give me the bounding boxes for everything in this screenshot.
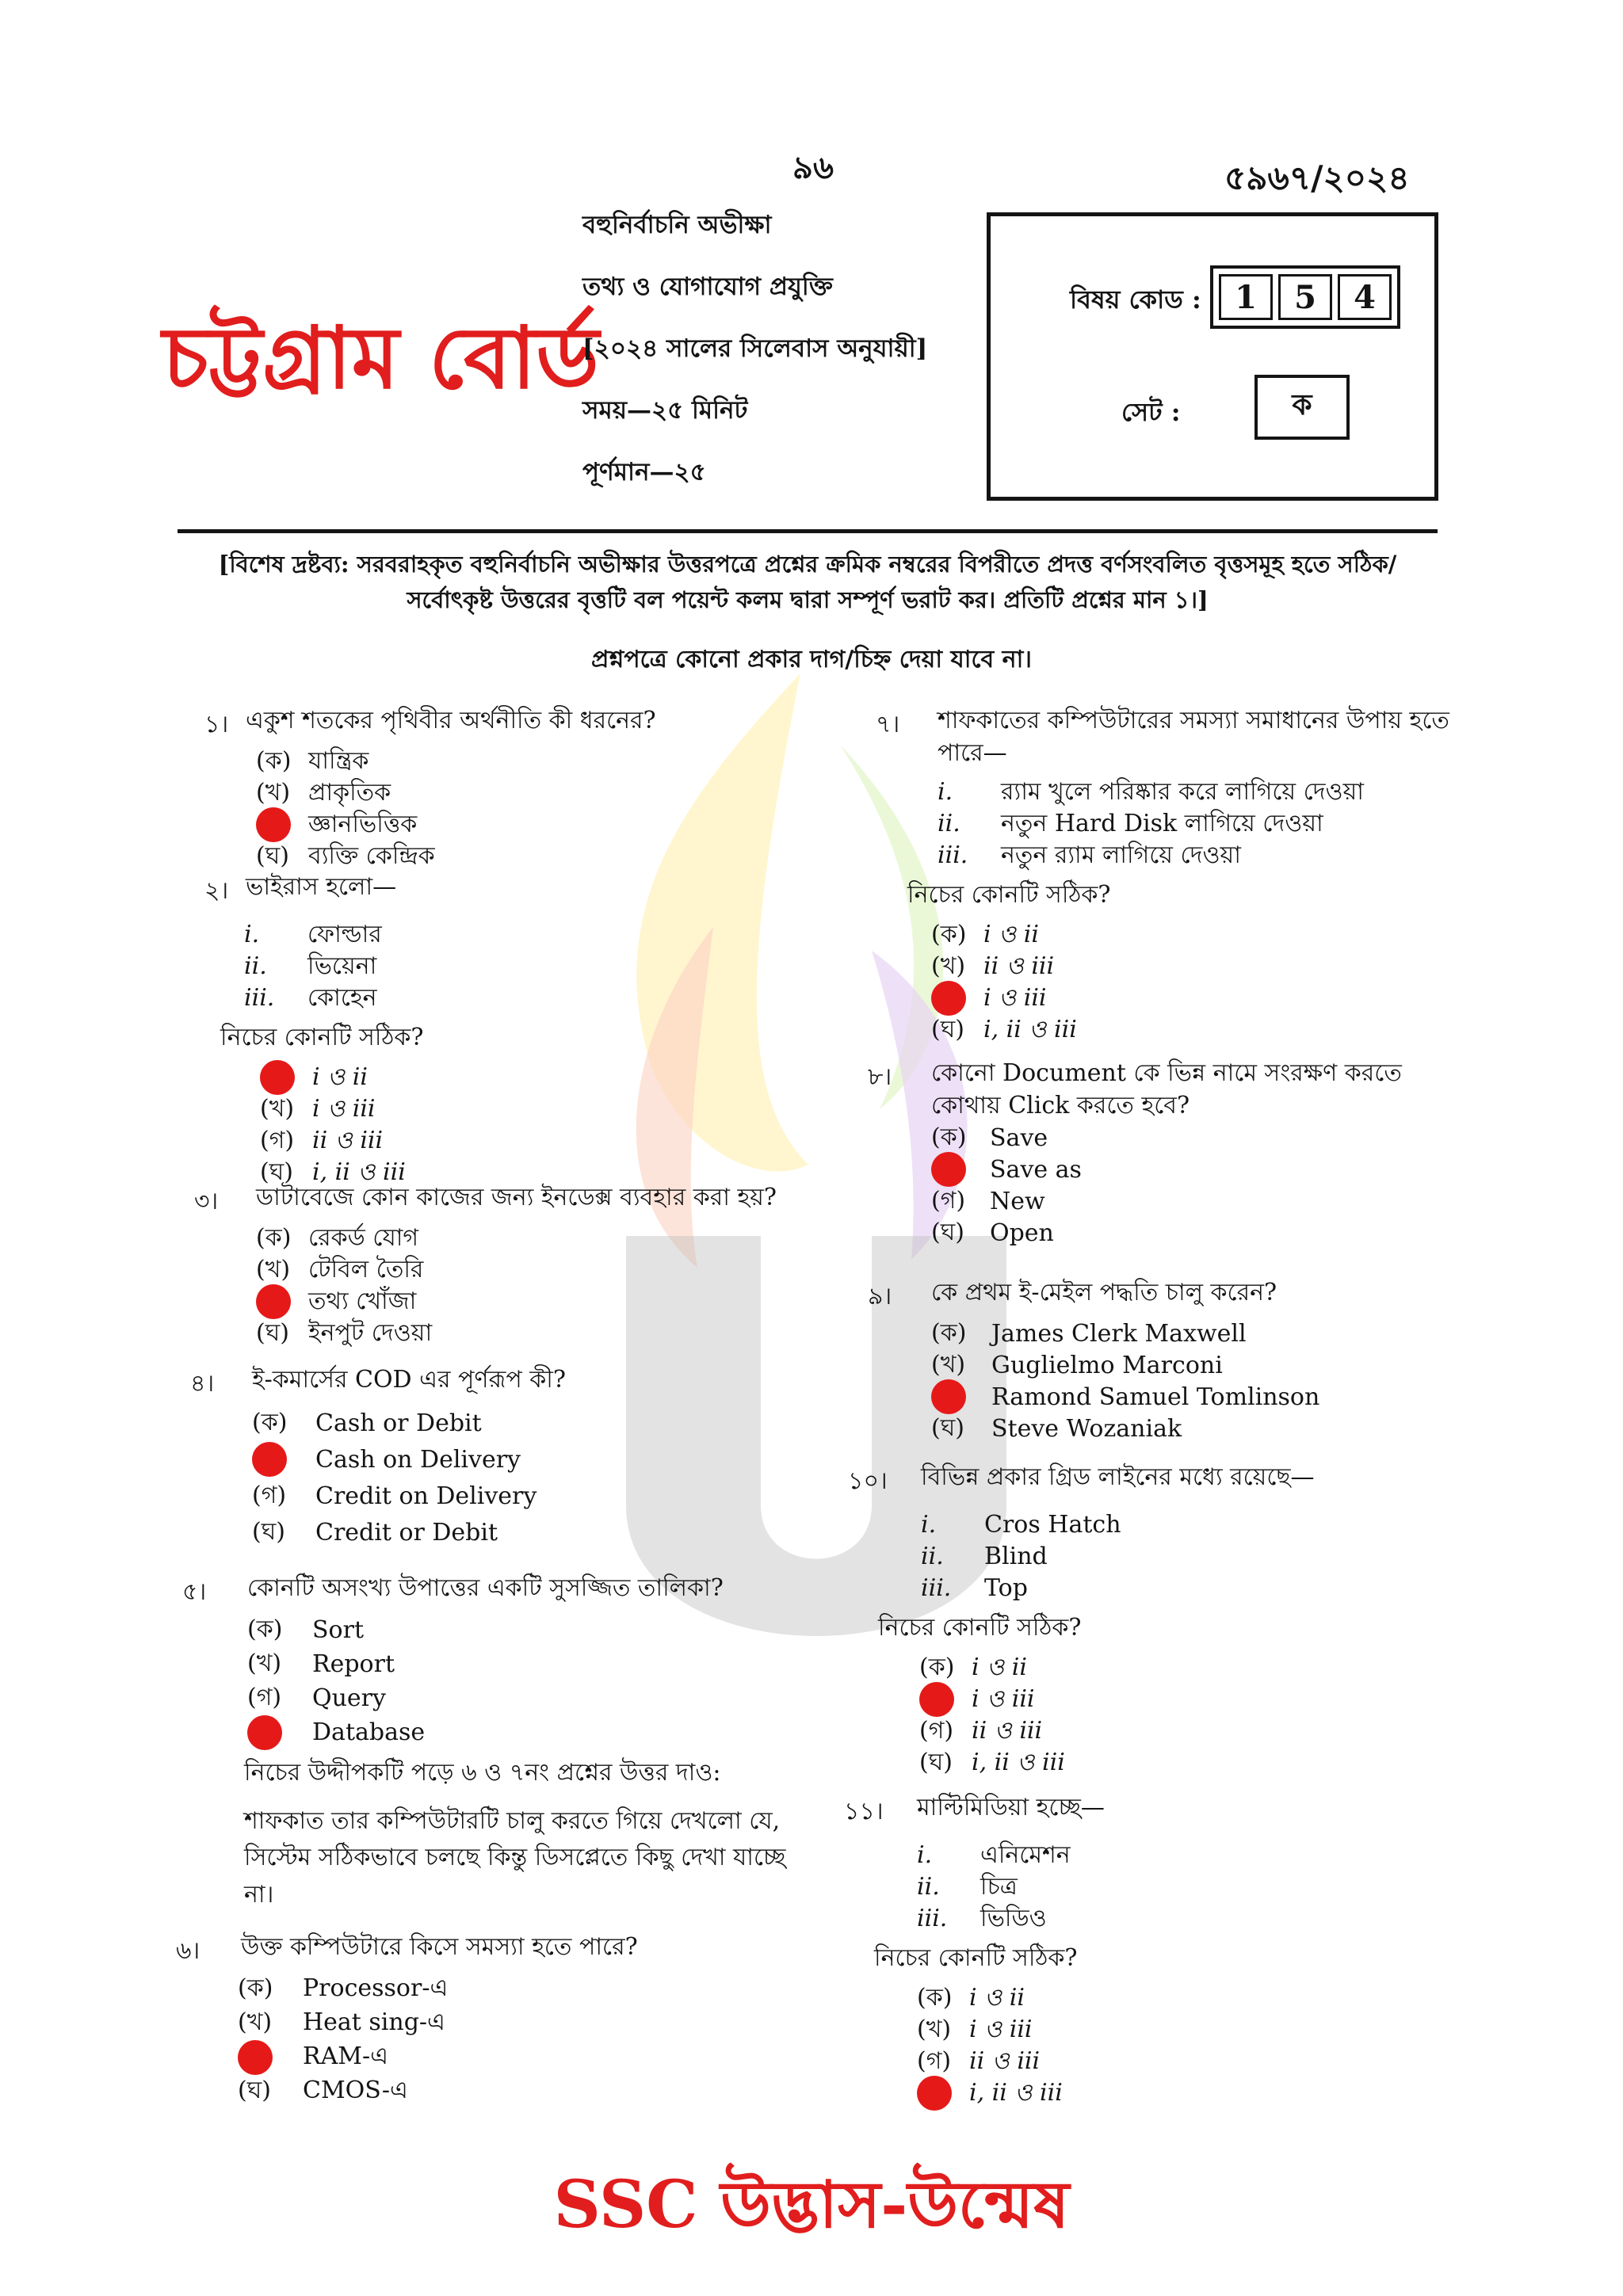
question-code: ৫৯৬৭/২০২৪: [1224, 158, 1410, 197]
option-label: (ক): [931, 1318, 967, 1347]
option-text: i, ii ও iii: [312, 1158, 406, 1186]
option-label: (গ): [252, 1481, 287, 1509]
option-text: ii ও iii: [983, 952, 1055, 980]
option-text: Sort: [312, 1616, 365, 1644]
statement: [921, 1572, 1450, 1604]
question-11: [844, 1792, 1446, 2109]
statement-number: iii.: [244, 983, 275, 1012]
question-number: ১১।: [844, 1798, 884, 1825]
subject-code-digit: 1: [1219, 274, 1273, 320]
option-label: (গ): [917, 2046, 952, 2075]
option-text: টেবিল তৈরি: [308, 1255, 424, 1283]
question-number: ৪।: [190, 1370, 215, 1398]
option-label: (ক): [256, 746, 292, 775]
option-label: (ঘ): [931, 1218, 964, 1246]
option[interactable]: [247, 1681, 785, 1715]
option-text: i ও iii: [972, 1684, 1035, 1713]
stimulus-intro: নিচের উদ্দীপকটি পড়ে ৬ ও ৭নং প্রশ্নের উত্তর দাও:: [244, 1759, 721, 1787]
question-number: ১।: [204, 711, 229, 738]
which-correct: নিচের কোনটি সঠিক?: [220, 1024, 424, 1051]
option-label: (ঘ): [256, 1318, 289, 1347]
question-text: ভাইরাস হলো—: [246, 873, 397, 901]
statement: [938, 776, 1454, 807]
question-2: [204, 871, 775, 1188]
answer-filled-circle: [917, 2076, 952, 2111]
option-text: ii ও iii: [972, 1716, 1043, 1745]
subject-code-digit: 5: [1278, 274, 1332, 320]
statement-number: ii.: [938, 809, 960, 837]
option-text: i, ii ও iii: [969, 2078, 1063, 2107]
question-9: [868, 1277, 1446, 1444]
statement-text: চিত্র: [980, 1872, 1018, 1901]
special-note: [বিশেষ দ্রষ্টব্য: সরবরাহকৃত বহুনির্বাচনি অভীক্ষার উত্তরপত্রে প্রশ্নের ক্রমিক নম্বরের বিপরীতে প্রদত্ত বর্ণসংবলিত বৃত্তসমূহ হতে সঠিক/সর্বোৎকৃষ্ট উত্তরের বৃত্তটি বল পয়েন্ট কলম দ্বারা সম্পূর্ণ ভরাট কর। প্রতিটি প্রশ্নের মান ১।]: [218, 551, 1397, 613]
option-label: (ক): [256, 1223, 292, 1252]
option-label: (ক): [931, 1123, 967, 1151]
statement-text: ভিডিও: [980, 1904, 1047, 1932]
question-number: ৭।: [876, 711, 900, 738]
option-text: Cash on Delivery: [315, 1445, 521, 1474]
statement-text: র‍্যাম খুলে পরিষ্কার করে লাগিয়ে দেওয়া: [1001, 777, 1365, 806]
option-text: i, ii ও iii: [972, 1748, 1065, 1776]
subject-code-label: বিষয় কোড :: [1070, 284, 1201, 315]
page-number: ৯৬: [792, 149, 834, 186]
question-text: কোনো Document কে ভিন্ন নামে সংরক্ষণ করতে কোথায় Click করতে হবে?: [931, 1059, 1402, 1119]
option-label: (খ): [247, 1650, 282, 1677]
option-text: i ও iii: [983, 983, 1047, 1012]
option-text: জ্ঞানভিত্তিক: [308, 810, 418, 838]
statement: [938, 807, 1454, 839]
statement-number: iii.: [921, 1573, 952, 1602]
option[interactable]: [931, 1185, 1446, 1217]
option-text: i ও iii: [969, 2015, 1033, 2043]
option-text: i ও iii: [312, 1094, 376, 1123]
syllabus-note: [২০২৪ সালের সিলেবাস অনুযায়ী]: [582, 334, 928, 363]
question-number: ৩।: [194, 1188, 219, 1215]
subject-name: তথ্য ও যোগাযোগ প্রযুক্তি: [582, 273, 833, 301]
option-text: Database: [312, 1718, 426, 1746]
option-label: (ক): [917, 1983, 953, 2012]
which-correct: নিচের কোনটি সঠিক?: [878, 1614, 1082, 1642]
option-text: Steve Wozaniak: [991, 1414, 1182, 1443]
option-answered[interactable]: [931, 1381, 1446, 1413]
warning-text: প্রশ্নপত্রে কোনো প্রকার দাগ/চিহ্ন দেয়া যাবে না।: [590, 646, 1033, 673]
statement-number: i.: [244, 920, 260, 948]
question-text: কোনটি অসংখ্য উপাত্তের একটি সুসজ্জিত তালিকা?: [247, 1574, 724, 1602]
option-text: Save: [990, 1123, 1048, 1152]
option[interactable]: [238, 2074, 794, 2108]
subject-code-cells: [1210, 265, 1400, 329]
statement-number: i.: [938, 777, 953, 806]
statement-number: iii.: [917, 1904, 948, 1932]
option-label: (ঘ): [931, 1015, 964, 1043]
option-answered[interactable]: [931, 1154, 1446, 1185]
option-text: প্রাকৃতিক: [308, 778, 391, 807]
option[interactable]: [931, 1318, 1446, 1349]
option-text: Heat sing-এ: [303, 2008, 445, 2036]
option-text: i ও ii: [972, 1653, 1027, 1681]
option[interactable]: [252, 1405, 792, 1441]
option-label: (খ): [260, 1094, 295, 1123]
option-text: রেকর্ড যোগ: [308, 1223, 419, 1252]
option[interactable]: [238, 1972, 794, 2006]
question-4: [190, 1364, 792, 1550]
option-text: i ও ii: [312, 1062, 368, 1091]
statement-number: ii.: [921, 1542, 944, 1570]
option-text: যান্ত্রিক: [308, 746, 369, 775]
statement-number: ii.: [244, 952, 267, 980]
option-label: (ক): [247, 1615, 283, 1643]
exam-header: [582, 206, 927, 515]
option[interactable]: [931, 1122, 1446, 1154]
statement-text: Top: [984, 1573, 1028, 1602]
statement-number: ii.: [917, 1872, 940, 1901]
option-answered[interactable]: [917, 2077, 1446, 2109]
option-text: Credit or Debit: [315, 1518, 498, 1547]
answer-filled-circle: [252, 1442, 287, 1477]
option[interactable]: [931, 1413, 1446, 1444]
option-label: (খ): [238, 2008, 273, 2036]
which-correct: নিচের কোনটি সঠিক?: [874, 1944, 1078, 1972]
statement-text: নতুন Hard Disk লাগিয়ে দেওয়া: [1001, 809, 1323, 837]
option-label: (গ): [247, 1684, 282, 1711]
option[interactable]: [931, 1014, 1454, 1046]
option-answered[interactable]: [252, 1441, 792, 1478]
question-text: কে প্রথম ই-মেইল পদ্ধতি চালু করেন?: [931, 1279, 1277, 1306]
option-text: ইনপুট দেওয়া: [308, 1318, 433, 1347]
answer-filled-circle: [247, 1715, 282, 1750]
option[interactable]: [256, 841, 775, 872]
answer-filled-circle: [238, 2040, 273, 2075]
set-value: ক: [1254, 375, 1350, 440]
statement: [917, 1871, 1446, 1902]
option-label: (ঘ): [252, 1517, 285, 1546]
option[interactable]: [247, 1647, 785, 1681]
question-10: [848, 1462, 1450, 1779]
question-5: [182, 1573, 785, 1749]
option-text: Ramond Samuel Tomlinson: [991, 1383, 1320, 1411]
option-text: ii ও iii: [969, 2046, 1041, 2075]
option-text: Guglielmo Marconi: [991, 1351, 1223, 1379]
question-text: ডাটাবেজে কোন কাজের জন্য ইনডেক্স ব্যবহার করা হয়?: [256, 1184, 777, 1211]
statement-text: কোহেন: [307, 983, 377, 1012]
question-3: [194, 1182, 796, 1349]
option-text: i, ii ও iii: [983, 1015, 1077, 1043]
question-number: ৫।: [182, 1578, 207, 1606]
option-label: (খ): [256, 1255, 291, 1283]
stimulus-text: শাফকাত তার কম্পিউটারটি চালু করতে গিয়ে দেখলো যে, সিস্টেম সঠিকভাবে চলছে কিন্তু ডিসপ্লেতে কিছু দেখা যাচ্ছে না।: [244, 1806, 786, 1909]
option[interactable]: [247, 1613, 785, 1647]
header-divider: [178, 529, 1438, 533]
statement: [917, 1839, 1446, 1871]
board-title: চট্টগ্রাম বোর্ড: [162, 308, 599, 408]
question-number: ২।: [204, 877, 229, 905]
statement: [244, 950, 775, 982]
option-label: (ক): [931, 920, 967, 948]
question-6: [176, 1932, 794, 2108]
option[interactable]: [919, 1747, 1450, 1779]
statement: [244, 918, 775, 950]
question-number: ৯।: [868, 1283, 892, 1310]
exam-time: সময়—২৫ মিনিট: [582, 396, 748, 425]
statement-text: ফোল্ডার: [307, 920, 382, 948]
option-text: Credit on Delivery: [315, 1482, 537, 1510]
full-marks: পূর্ণমান—২৫: [582, 458, 706, 486]
option-text: CMOS-এ: [303, 2077, 408, 2104]
option-label: (গ): [919, 1716, 954, 1745]
option-label: (খ): [931, 1350, 966, 1379]
statement: [244, 982, 775, 1013]
option-text: Save as: [990, 1155, 1082, 1184]
option-text: Cash or Debit: [315, 1409, 482, 1437]
set-label: সেট :: [1121, 397, 1181, 427]
option-text: RAM-এ: [303, 2042, 388, 2070]
which-correct: নিচের কোনটি সঠিক?: [907, 881, 1111, 909]
option[interactable]: [256, 1318, 796, 1349]
exam-type: বহুনির্বাচনি অভীক্ষা: [582, 211, 772, 239]
statement: [917, 1902, 1446, 1934]
option-label: (ক): [252, 1408, 288, 1436]
statement: [938, 839, 1454, 871]
statement: [921, 1540, 1450, 1572]
question-1: [204, 705, 775, 872]
question-8: [868, 1058, 1446, 1249]
option-label: (গ): [931, 1186, 966, 1215]
option-text: ii ও iii: [312, 1126, 384, 1154]
option-text: ব্যক্তি কেন্দ্রিক: [308, 841, 435, 870]
question-text: বিভিন্ন প্রকার গ্রিড লাইনের মধ্যে রয়েছে—: [921, 1463, 1315, 1491]
option-text: Report: [312, 1650, 395, 1678]
option-label: (ঘ): [256, 841, 289, 870]
option-answered[interactable]: [247, 1715, 785, 1749]
stimulus-block: [244, 1755, 791, 1913]
option-label: (খ): [917, 2015, 952, 2043]
question-text: ই-কমার্সের COD এর পূর্ণরূপ কী?: [252, 1366, 566, 1394]
statement-number: iii.: [938, 841, 968, 869]
option-label: (ক): [919, 1653, 955, 1681]
option[interactable]: [931, 1217, 1446, 1249]
subject-info-box: [987, 212, 1438, 501]
option[interactable]: [238, 2006, 794, 2040]
option-label: (খ): [931, 952, 966, 980]
question-text: মাল্টিমিডিয়া হচ্ছে—: [917, 1794, 1105, 1821]
option[interactable]: [931, 1349, 1446, 1381]
question-number: ১০।: [848, 1467, 888, 1495]
statement-text: Blind: [984, 1542, 1048, 1570]
option-text: i ও ii: [969, 1983, 1025, 2012]
statement-text: এনিমেশন: [980, 1840, 1071, 1869]
option-label: (ঘ): [238, 2077, 271, 2104]
option-label: (ক): [238, 1974, 273, 2002]
statement-number: i.: [917, 1840, 933, 1869]
statement-text: Cros Hatch: [984, 1510, 1121, 1539]
option-label: (গ): [260, 1126, 295, 1154]
subject-code-digit: 4: [1338, 274, 1392, 320]
option-text: New: [990, 1187, 1045, 1215]
statement-number: i.: [921, 1510, 937, 1539]
statement-text: নতুন র‍্যাম লাগিয়ে দেওয়া: [1001, 841, 1241, 869]
option-text: James Clerk Maxwell: [991, 1319, 1247, 1348]
question-text: উক্ত কম্পিউটারে কিসে সমস্যা হতে পারে?: [241, 1933, 638, 1961]
option-label: (ঘ): [919, 1748, 953, 1776]
option-text: Processor-এ: [303, 1974, 449, 2002]
option-text: তথ্য খোঁজা: [308, 1287, 417, 1315]
option[interactable]: [252, 1478, 792, 1514]
option-text: Open: [990, 1219, 1054, 1247]
question-text: একুশ শতকের পৃথিবীর অর্থনীতি কী ধরনের?: [246, 707, 656, 734]
question-7: [876, 705, 1454, 1046]
option-text: Query: [312, 1684, 386, 1712]
question-number: ৬।: [176, 1937, 200, 1965]
question-text: শাফকাতের কম্পিউটারের সমস্যা সমাধানের উপায় হতে পারে—: [938, 707, 1449, 767]
option-label: (ঘ): [260, 1158, 293, 1186]
statement: [921, 1508, 1450, 1540]
option-text: i ও ii: [983, 920, 1039, 948]
option-label: (খ): [256, 778, 291, 807]
option[interactable]: [252, 1514, 792, 1550]
question-number: ৮।: [868, 1063, 892, 1091]
option-label: (ঘ): [931, 1413, 964, 1442]
statement-text: ভিয়েনা: [307, 952, 377, 980]
footer-brand: SSC উদ্ভাস-উন্মেষ: [553, 2167, 1070, 2243]
option-answered[interactable]: [238, 2040, 794, 2074]
